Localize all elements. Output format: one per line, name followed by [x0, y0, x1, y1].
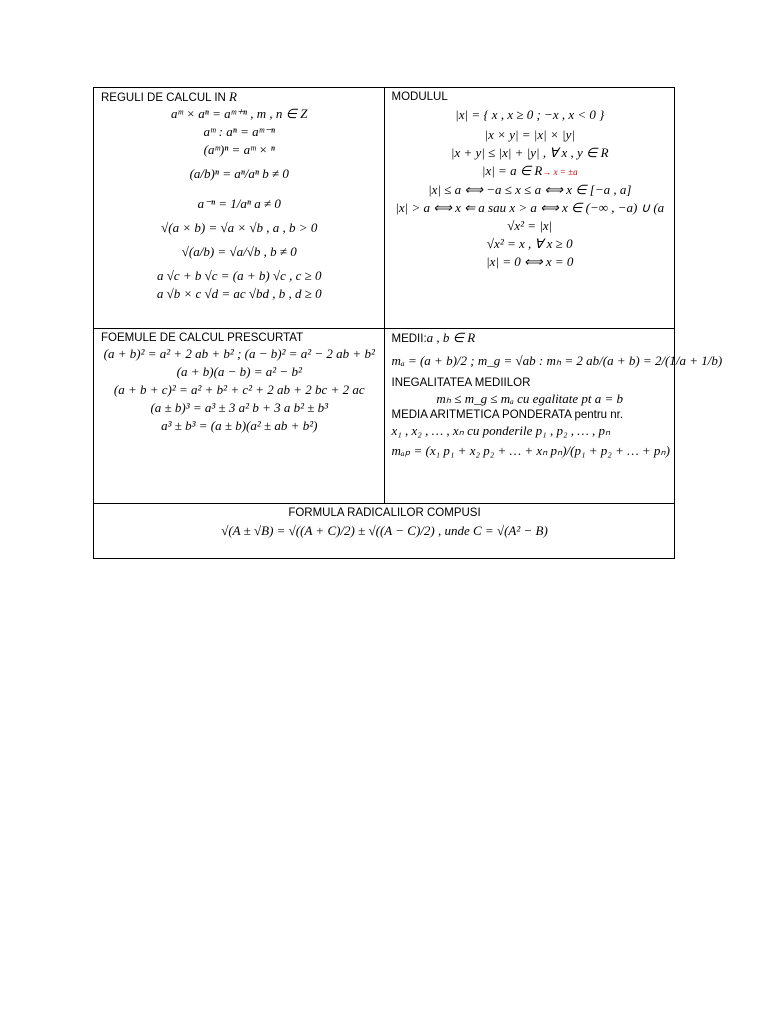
reguli-title-symbol: R: [229, 89, 237, 104]
modulul-annotation: → x = ±a: [542, 167, 578, 177]
formula-modulul-7: √x² = |x|: [507, 218, 553, 233]
reguli-title-text: REGULI DE CALCUL IN: [101, 92, 226, 104]
modulul-title: MODULUL: [391, 91, 448, 103]
foemule-cell: [94, 329, 385, 504]
formula-reguli-9: a √b × c √d = ac √bd , b , d ≥ 0: [156, 286, 322, 301]
formula-modulul-6: |x| > a ⟺ x ⇐ a sau x > a ⟺ x ∈ (−∞ , −a) ∪ (a: [395, 200, 665, 215]
modulul-cell: [384, 88, 675, 329]
formula-radicali: √(A ± √B) = √((A + C)/2) ± √((A − C)/2) , unde C = √(A² − B): [221, 523, 548, 538]
formula-modulul-4-text: |x| = a ∈ R: [481, 163, 543, 178]
formula-foemule-1: (a + b)² = a² + 2 ab + b² ; (a − b)² = a² − 2 ab + b²: [103, 346, 375, 361]
formula-modulul-2: |x × y| = |x| × |y|: [484, 127, 575, 142]
medii-title-text: MEDII:: [391, 333, 427, 345]
formula-table: [93, 87, 723, 559]
medii-cell: [384, 329, 723, 504]
ponderata-vars: x₁ , x₂ , … , xₙ cu ponderile p₁ , p₂ , … , pₙ: [391, 423, 611, 438]
medii-title-formula: a , b ∈ R: [426, 330, 476, 345]
medii-title: [392, 331, 669, 346]
formula-reguli-1: aᵐ × aⁿ = aᵐ⁺ⁿ , m , n ∈ Z: [171, 106, 308, 121]
formula-reguli-5: a⁻ⁿ = 1/aⁿ a ≠ 0: [197, 196, 281, 211]
formula-foemule-4: (a ± b)³ = a³ ± 3 a² b + 3 a b² ± b³: [150, 400, 329, 415]
formula-inegalitatea: mₕ ≤ m_g ≤ mₐ cu egalitate pt a = b: [436, 391, 624, 406]
formula-modulul-9: |x| = 0 ⟺ x = 0: [486, 254, 574, 269]
formula-modulul-1: |x| = { x , x ≥ 0 ; −x , x < 0 }: [455, 107, 605, 122]
formula-reguli-8: a √c + b √c = (a + b) √c , c ≥ 0: [156, 268, 322, 283]
formula-reguli-7: √(a/b) = √a/√b , b ≠ 0: [181, 244, 297, 259]
reguli-cell: [94, 88, 385, 329]
formula-modulul-4: [392, 162, 669, 181]
formula-reguli-3: (aᵐ)ⁿ = aᵐ × ⁿ: [203, 142, 275, 157]
formula-medii-means: mₐ = (a + b)/2 ; m_g = √ab : mₕ = 2 ab/(a + b) = 2/(1/a + 1/b): [391, 353, 723, 368]
formula-ponderata: mₐₚ = (x₁ p₁ + x₂ p₂ + … + xₙ pₙ)/(p₁ + p₂ + … + pₙ): [391, 443, 670, 458]
radicali-title: FORMULA RADICALILOR COMPUSI: [288, 507, 481, 519]
formula-reguli-6: √(a × b) = √a × √b , a , b > 0: [161, 220, 318, 235]
formula-foemule-3: (a + b + c)² = a² + b² + c² + 2 ab + 2 bc + 2 ac: [113, 382, 365, 397]
formula-sheet: [93, 87, 723, 559]
formula-foemule-5: a³ ± b³ = (a ± b)(a² ± ab + b²): [161, 418, 318, 433]
formula-reguli-2: aᵐ : aⁿ = aᵐ⁻ⁿ: [203, 124, 275, 139]
inegalitatea-title: INEGALITATEA MEDIILOR: [391, 377, 531, 389]
radicali-cell: [94, 504, 675, 559]
formula-modulul-5: |x| ≤ a ⟺ −a ≤ x ≤ a ⟺ x ∈ [−a , a]: [428, 182, 632, 197]
formula-modulul-3: |x + y| ≤ |x| + |y| , ∀ x , y ∈ R: [450, 145, 609, 160]
formula-modulul-8: √x² = x , ∀ x ≥ 0: [486, 236, 573, 251]
formula-foemule-2: (a + b)(a − b) = a² − b²: [176, 364, 302, 379]
reguli-title: [101, 90, 378, 105]
foemule-title: FOEMULE DE CALCUL PRESCURTAT: [101, 332, 304, 344]
formula-reguli-4: (a/b)ⁿ = aⁿ/aⁿ b ≠ 0: [189, 166, 289, 181]
ponderata-title: MEDIA ARITMETICA PONDERATA pentru nr.: [391, 409, 624, 421]
